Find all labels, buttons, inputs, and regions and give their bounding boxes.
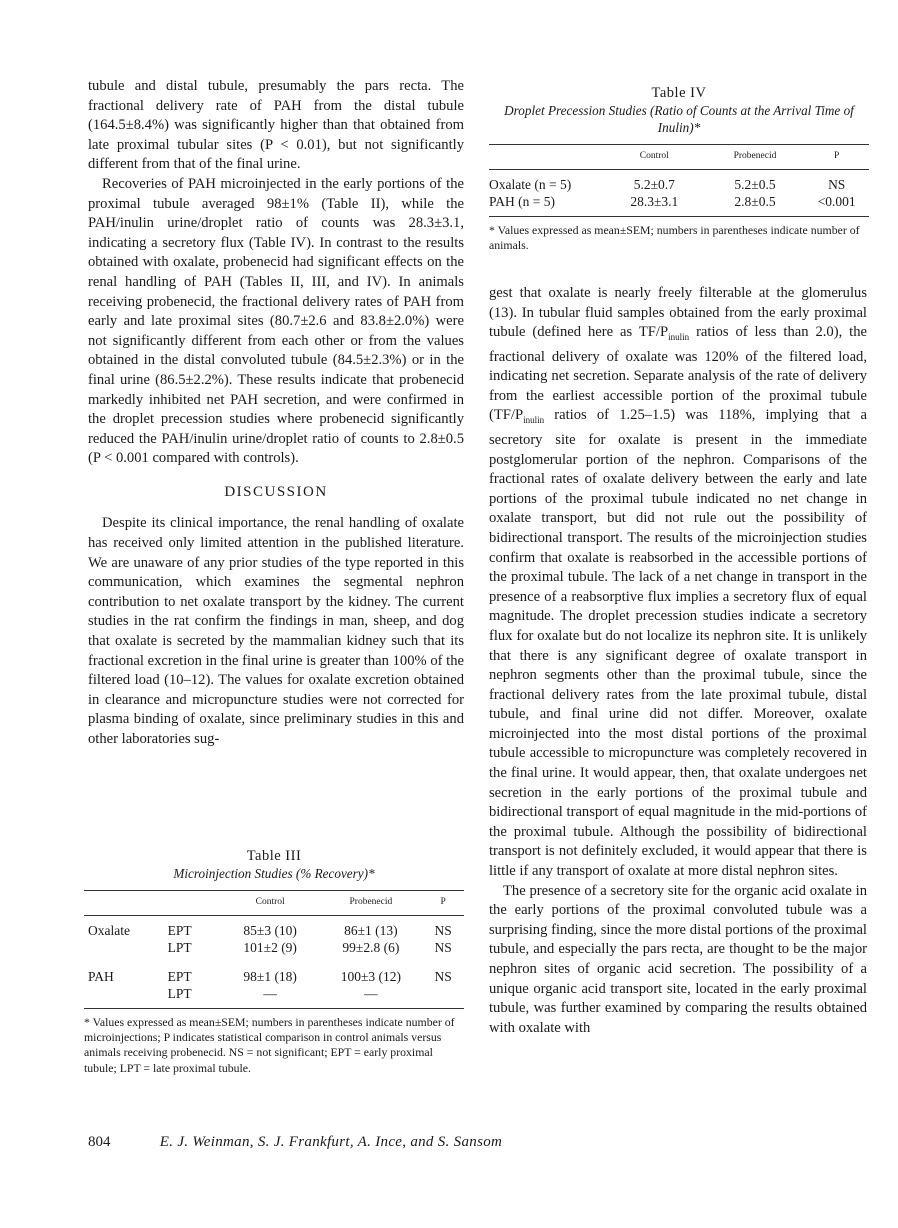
table-row (489, 176, 869, 193)
table-cell: 98±1 (18) (243, 969, 297, 984)
table-cell: 99±2.8 (6) (342, 940, 400, 955)
table-header-cell (489, 145, 603, 170)
table-cell: — (263, 986, 277, 1001)
table-footnote: * Values expressed as mean±SEM; numbers in parentheses indicate number of microinjections; P indicates statistical comparison in control animals versus animals receiving probenecid. NS = not significant; EPT = early proximal tubule; LPT = late proximal tubule. (84, 1015, 455, 1075)
page-number: 804 (88, 1134, 111, 1150)
table-rule (489, 216, 869, 217)
table-cell: NS (434, 923, 452, 938)
table-header-cell: Control (255, 897, 285, 907)
table-cell: 5.2±0.7 (633, 177, 675, 192)
section-heading-discussion: DISCUSSION (224, 483, 328, 500)
table-footnote: * Values expressed as mean±SEM; numbers in parentheses indicate number of animals. (489, 223, 860, 253)
paragraph: tubule and distal tubule, presumably the pars recta. The fractional delivery rate of PAH from the distal tubule (164.5±8.4%) was significantly higher than that obtained from late proximal tubular sites (P < 0.01), but not significantly different from that of the final urine. (88, 78, 464, 173)
table-cell: Oxalate (88, 923, 130, 938)
table-cell: <0.001 (817, 194, 856, 209)
table-iii (84, 848, 464, 1076)
paragraph: gest that oxalate is nearly freely filterable at the glomerulus (13). In tubular fluid samples obtained from the early proximal tubule (defined here as $TF/P_{inulin}$ ratios of less than 2.0), the fractional delivery of oxalate was 120% of the filtered load, indicating net secretion. Separate analysis of the rate of delivery from the earliest accessible portion of the proximal tubule ($TF/P_{inulin}$ ratios of 1.25–1.5) was 118%, implying that a secretory site for oxalate is present in the immediate postglomerular portion of the nephron. Comparisons of the fractional rates of oxalate delivery between the early and late portions of the proximal tubule indicated no net change in oxalate transport, but did not rule out the possibility of bidirectional transport. The results of the microinjection studies confirm that oxalate is reabsorbed in the accessible portions of the proximal tubule. The lack of a net change in transport in the presence of a reabsorptive flux implies a secretory flux of equal magnitude. The droplet precession studies indicate a secretory flux for oxalate but do not localize its nephron site. It is unlikely that there is any significant degree of oxalate transport in nephron segments other than the proximal tubule, since the fractional delivery rates from the late proximal tubule, distal tubule, and final urine did not differ. Moreover, oxalate microinjected into the most distal portions of the proximal tubule accessible to micropuncture was completely recovered in the final urine. It would appear, then, that oxalate undergoes net secretion in the early portions of the proximal tubule and bidirectional transport of equal magnitude in the mid-portions of the proximal tubule. Although the possibility of bidirectional transport is not definitely excluded, it would appear that there is little if any transport of oxalate at more distal nephron sites. (489, 285, 867, 880)
table-subtitle: Microinjection Studies (% Recovery)* (173, 866, 375, 881)
table-row (84, 922, 464, 939)
table-row (84, 968, 464, 985)
table-header-cell: P (440, 897, 446, 907)
table-cell: 86±1 (13) (344, 923, 398, 938)
table-cell: EPT (167, 969, 192, 984)
table-cell: PAH (n = 5) (489, 194, 555, 209)
right-column (489, 284, 867, 1038)
table-subtitle: Droplet Precession Studies (Ratio of Counts at the Arrival Time of Inulin)* (504, 103, 854, 135)
table-rule (84, 1008, 464, 1009)
table-row (489, 193, 869, 210)
table-header-row (84, 891, 464, 916)
table-title: Table III (246, 848, 302, 864)
table-row (84, 939, 464, 956)
running-authors: E. J. Weinman, S. J. Frankfurt, A. Ince, and S. Sansom (159, 1134, 503, 1150)
data-table (84, 891, 464, 1002)
table-header-cell: Probenecid (733, 151, 777, 161)
table-cell: NS (434, 969, 452, 984)
table-cell: 2.8±0.5 (734, 194, 776, 209)
table-cell: 5.2±0.5 (734, 177, 776, 192)
table-cell: 101±2 (9) (243, 940, 297, 955)
table-cell (84, 939, 168, 956)
table-header-cell (168, 891, 221, 916)
table-iv (489, 85, 869, 253)
table-row (84, 985, 464, 1002)
table-cell: NS (434, 940, 452, 955)
table-title: Table IV (651, 85, 707, 101)
page-footer (88, 1134, 888, 1151)
table-cell (422, 985, 464, 1002)
table-cell: 100±3 (12) (340, 969, 402, 984)
table-cell: EPT (167, 923, 192, 938)
table-header-cell: P (834, 151, 840, 161)
table-cell (84, 985, 168, 1002)
paragraph: Recoveries of PAH microinjected in the early portions of the proximal tubule averaged 98±1% (Table II), while the PAH/inulin urine/droplet ratio of counts was 28.3±3.1, indicating a secretory flux (Table IV). In contrast to the results obtained with oxalate, probenecid had significant effects on the renal handling of PAH (Tables II, III, and IV). In animals receiving probenecid, the fractional delivery rates of PAH from early and late proximal sites (80.7±2.6 and 83.8±2.0%) were not significantly different from each other or from the values obtained in the distal convoluted tubule (84.5±2.3%) or in the final urine (86.5±2.2%). These results indicate that probenecid markedly inhibited net PAH secretion, and were confirmed in the droplet precession studies where probenecid significantly reduced the PAH/inulin urine/droplet ratio of counts to 2.8±0.5 (P < 0.001 compared with controls). (88, 175, 464, 467)
table-cell: PAH (88, 969, 114, 984)
table-cell: — (364, 986, 378, 1001)
left-column (88, 77, 464, 750)
table-cell: LPT (167, 940, 192, 955)
table-cell: 28.3±3.1 (630, 194, 679, 209)
table-cell: NS (828, 177, 846, 192)
paragraph: The presence of a secretory site for the organic acid oxalate in the early portions of the proximal convoluted tubule was a surprising finding, since the more distal portions of the proximal tubule, and especially the pars recta, are thought to be the major nephron sites of organic acid secretion. The possibility of a unique organic acid transport site, located in the early proximal tubule, was further examined by comparing the results obtained with oxalate with (489, 882, 867, 1036)
table-header-cell: Control (639, 151, 669, 161)
table-cell: LPT (167, 986, 192, 1001)
paragraph: Despite its clinical importance, the renal handling of oxalate has received only limited attention in the published literature. We are unaware of any prior studies of the type reported in this communication, which examines the segmental nephron contribution to net oxalate transport by the kidney. The current studies in the rat confirm the findings in man, sheep, and dog that oxalate is secreted by the mammalian kidney such that its fractional excretion in the final urine is greater than 100% of the filtered load (10–12). The values for oxalate excretion obtained in clearance and micropuncture studies were not corrected for plasma binding of oxalate, since preliminary studies in this and other laboratories sug- (88, 515, 464, 747)
data-table (489, 145, 869, 210)
table-cell: 85±3 (10) (243, 923, 297, 938)
table-header-row (489, 145, 869, 170)
table-header-cell (84, 891, 168, 916)
table-cell: Oxalate (n = 5) (489, 177, 572, 192)
table-header-cell: Probenecid (349, 897, 393, 907)
